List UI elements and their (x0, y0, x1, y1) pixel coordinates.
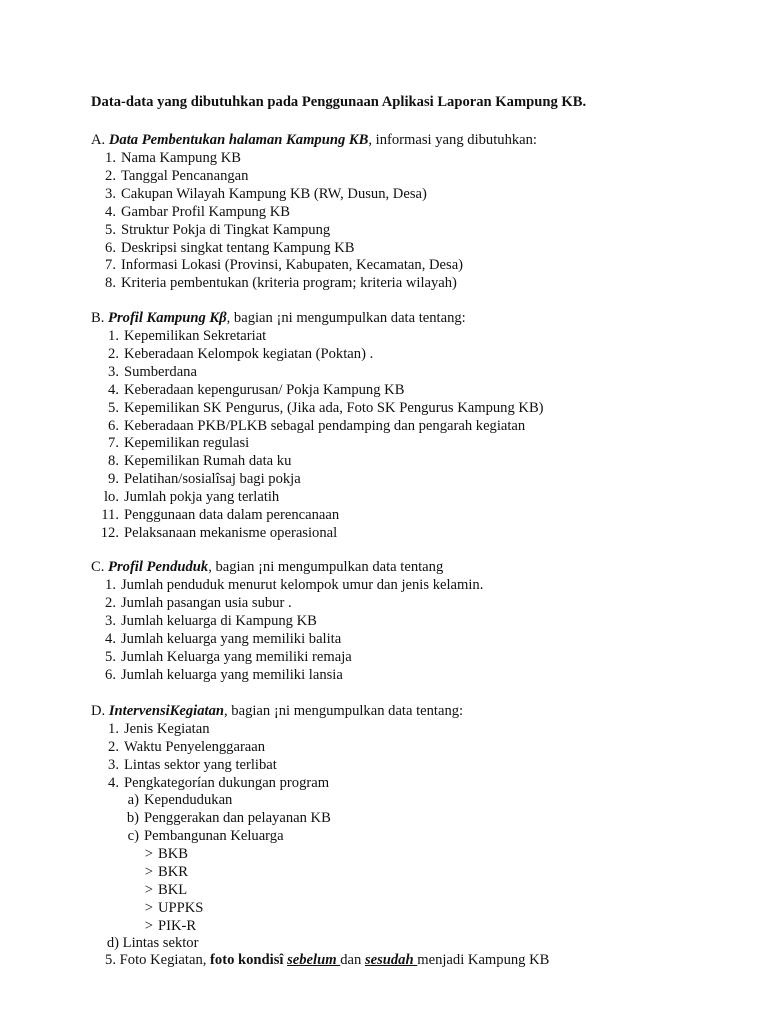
list-item: 8. Kepemilikan Rumah data ku (108, 453, 292, 470)
list-item: lo. Jumlah pokja yang terlatih (104, 489, 280, 506)
list-item: 6. Keberadaan PKB/PLKB sebagal pendamping dan pengarah kegiatan (108, 417, 526, 434)
document-title: Data-data yang dibutuhkan pada Penggunaan Aplikasi Laporan Kampung KB. (91, 94, 587, 110)
list-item: a) Kependudukan (127, 792, 233, 808)
list-item: 6. Deskripsi singkat tentang Kampung KB (105, 239, 355, 256)
section-b-letter: B. (91, 310, 105, 326)
list-item: 12. Pelaksanaan mekanisme operasional (100, 524, 338, 541)
list-item: 4. Jumlah keluarga yang memiliki balita (105, 630, 342, 647)
list-item: 4. Pengkategorían dukungan program (108, 774, 330, 791)
list-item: 4. Gambar Profil Kampung KB (105, 203, 291, 220)
section-d-letter: D. (91, 703, 106, 719)
list-item: > BKB (144, 846, 189, 862)
section-a-letter: A. (91, 132, 106, 148)
list-item: 6. Jumlah keluarga yang memiliki lansia (105, 666, 343, 683)
list-item: > BKL (144, 881, 188, 898)
section-c-desc: , bagian ¡ni mengumpulkan data tentang (208, 559, 444, 575)
section-b-title: Profil Kampung Kβ (108, 310, 227, 326)
list-item: 9. Pelatihan/sosialîsaj bagi pokja (108, 471, 301, 488)
list-item: 2. Waktu Penyelenggaraan (108, 738, 266, 755)
list-item: 8. Kriteria pembentukan (kriteria program; kriteria wilayah) (105, 275, 457, 292)
list-item: 7. Informasi Lokasi (Provinsi, Kabupaten, Kecamatan, Desa) (105, 257, 464, 274)
section-a-heading (91, 132, 537, 149)
section-a-title: Data Pembentukan halaman Kampung KB (108, 132, 369, 148)
list-item: 1. Jenis Kegiatan (108, 721, 210, 737)
section-d-heading (91, 703, 463, 720)
section-c-title: Profil Penduduk (108, 559, 209, 575)
list-item: 1. Nama Kampung KB (105, 150, 241, 166)
section-b-desc: , bagian ¡ni mengumpulkan data tentang: (226, 310, 466, 326)
list-item: 7. Kepemilikan regulasi (108, 435, 250, 452)
list-item: 1. Jumlah penduduk menurut kelompok umur dan jenis kelamin. (105, 577, 484, 593)
list-item: 3. Cakupan Wilayah Kampung KB (RW, Dusun, Desa) (105, 185, 427, 202)
section-c-heading (91, 559, 443, 576)
list-item: 2. Keberadaan Kelompok kegiatan (Poktan) . (108, 345, 374, 362)
section-d-desc: , bagian ¡ni mengumpulkan data tentang: (224, 703, 464, 719)
section-c-letter: C. (91, 559, 105, 575)
list-item: 2. Jumlah pasangan usia subur . (105, 594, 292, 611)
list-item: 5. Struktur Pokja di Tingkat Kampung (105, 221, 331, 238)
list-item: 3. Jumlah keluarga di Kampung KB (105, 612, 317, 629)
list-item: > BKR (144, 863, 189, 880)
list-item: b) Penggerakan dan pelayanan KB (126, 809, 331, 826)
list-item: > UPPKS (144, 899, 204, 916)
list-item: > PIK-R (144, 917, 197, 934)
list-item: 5. Jumlah Keluarga yang memiliki remaja (105, 648, 352, 665)
list-item: 5. Kepemilikan SK Pengurus, (Jika ada, Foto SK Pengurus Kampung KB) (108, 399, 544, 416)
section-a-desc: , informasi yang dibutuhkan: (368, 132, 537, 148)
list-item: d) Lintas sektor (106, 935, 199, 951)
list-item: 4. Keberadaan kepengurusan/ Pokja Kampung KB (108, 381, 405, 398)
section-d-title: IntervensiKegiatan (108, 703, 224, 719)
list-item: 3. Sumberdana (108, 363, 197, 380)
list-item: 1. Kepemilikan Sekretariat (108, 328, 267, 344)
list-item: 5. Foto Kegiatan, foto kondisî sebelum dan sesudah menjadi Kampung KB (105, 952, 550, 968)
list-item: c) Pembangunan Keluarga (127, 827, 284, 844)
list-item: 11. Penggunaan data dalam perencanaan (101, 507, 340, 523)
list-item: 3. Lintas sektor yang terlibat (108, 756, 277, 773)
section-b-heading (91, 310, 466, 327)
list-item: 2. Tanggal Pencanangan (105, 167, 249, 184)
